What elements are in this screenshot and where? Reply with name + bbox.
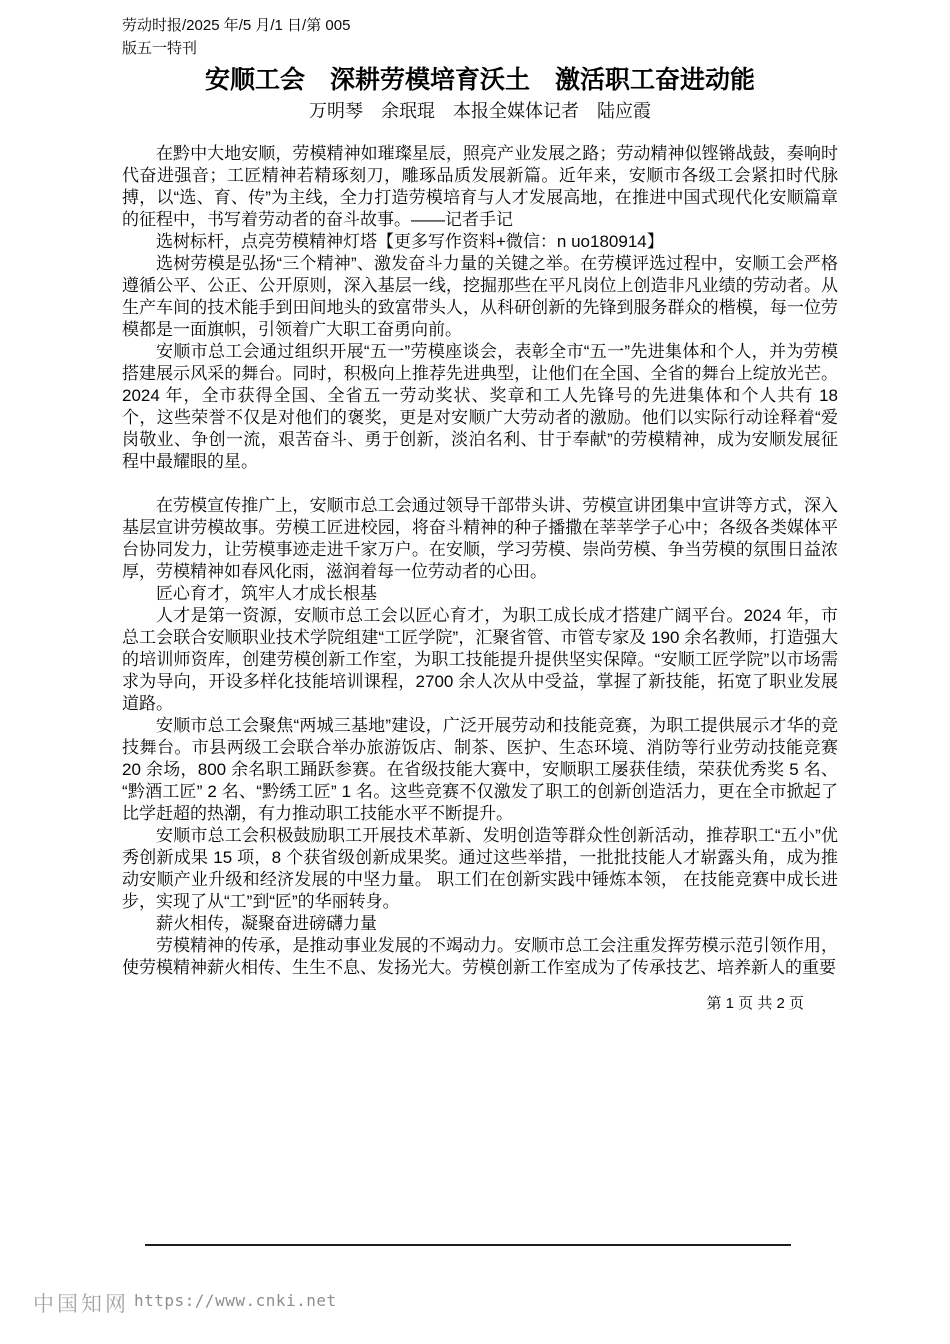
- footer-page-number: 第 1 页 共 2 页: [706, 995, 804, 1012]
- cnki-watermark-url: https://www.cnki.net: [134, 1291, 337, 1310]
- body-paragraph: 安顺市总工会聚焦“两城三基地”建设，广泛开展劳动和技能竞赛，为职工提供展示才华的竞技舞台。市县两级工会联合举办旅游饭店、制茶、医护、生态环境、消防等行业劳动技能竞赛 20 余场，800 余名职工踊跃参赛。在省级技能大赛中，安顺职工屡获佳绩，荣获优秀奖 5 名、“黔酒工匠” 2 名、“黔绣工匠” 1 名。这些竞赛不仅激发了职工的创新创造活力，更在全市掀起了比学赶超的热潮，有力推动职工技能水平不断提升。: [122, 716, 838, 823]
- page-content: [122, 14, 838, 979]
- section-heading: 薪火相传，凝聚奋进磅礴力量: [156, 914, 377, 933]
- footer-divider-line: [145, 1244, 791, 1246]
- source-citation-line2: 版五一特刊: [122, 40, 198, 57]
- body-paragraph: 安顺市总工会通过组织开展“五一”劳模座谈会，表彰全市“五一”先进集体和个人，并为劳模搭建展示风采的舞台。同时，积极向上推荐先进典型，让他们在全国、全省的舞台上绽放光芒。2024 年，全市获得全国、全省五一劳动奖状、奖章和工人先锋号的先进集体和个人共有 18 个，这些荣誉不仅是对他们的褒奖，更是对安顺广大劳动者的激励。他们以实际行动诠释着“爱岗敬业、争创一流，艰苦奋斗、勇于创新，淡泊名利、甘于奉献”的劳模精神，成为安顺发展征程中最耀眼的星。: [122, 342, 838, 471]
- body-paragraph: 在劳模宣传推广上，安顺市总工会通过领导干部带头讲、劳模宣讲团集中宣讲等方式，深入基层宣讲劳模故事。劳模工匠进校园，将奋斗精神的种子播撒在莘莘学子心中；各级各类媒体平台协同发力，让劳模事迹走进千家万户。在安顺，学习劳模、崇尚劳模、争当劳模的氛围日益浓厚，劳模精神如春风化雨，滋润着每一位劳动者的心田。: [122, 496, 838, 581]
- article-title: 安顺工会 深耕劳模培育沃土 激活职工奋进动能: [204, 66, 755, 94]
- body-paragraph: 在黔中大地安顺，劳模精神如璀璨星辰，照亮产业发展之路；劳动精神似铿锵战鼓，奏响时代奋进强音；工匠精神若精琢刻刀，雕琢品质发展新篇。近年来，安顺市各级工会紧扣时代脉搏，以“选、育、传”为主线，全力打造劳模培育与人才发展高地，在推进中国式现代化安顺篇章的征程中，书写着劳动者的奋斗故事。——记者手记: [122, 144, 838, 229]
- body-paragraph: 安顺市总工会积极鼓励职工开展技术革新、发明创造等群众性创新活动，推荐职工“五小”优秀创新成果 15 项，8 个获省级创新成果奖。通过这些举措，一批批技能人才崭露头角，成为推动安顺产业升级和经济发展的中坚力量。 职工们在创新实践中锤炼本领， 在技能竞赛中成长进步，实现了从“工”到“匠”的华丽转身。: [122, 826, 838, 911]
- cnki-watermark-logo: 中国知网: [33, 1292, 129, 1316]
- body-paragraph: 选树劳模是弘扬“三个精神”、激发奋斗力量的关键之举。在劳模评选过程中，安顺工会严格遵循公平、公正、公开原则，深入基层一线，挖掘那些在平凡岗位上创造非凡业绩的劳动者。从生产车间的技术能手到田间地头的致富带头人，从科研创新的先锋到服务群众的楷模，每一位劳模都是一面旗帜，引领着广大职工奋勇向前。: [122, 254, 838, 339]
- source-citation-line1: 劳动时报/2025 年/5 月/1 日/第 005: [122, 17, 351, 34]
- article-authors: 万明琴 余珉琨 本报全媒体记者 陆应霞: [309, 101, 651, 121]
- paragraph-spacer: [122, 473, 838, 495]
- body-paragraph: 劳模精神的传承，是推动事业发展的不竭动力。安顺市总工会注重发挥劳模示范引领作用，使劳模精神薪火相传、生生不息、发扬光大。劳模创新工作室成为了传承技艺、培养新人的重要: [122, 936, 838, 977]
- body-paragraph: 人才是第一资源，安顺市总工会以匠心育才，为职工成长成才搭建广阔平台。2024 年，市总工会联合安顺职业技术学院组建“工匠学院”，汇聚省管、市管专家及 190 余名教师，打造强大的培训师资库，创建劳模创新工作室，为职工技能提升提供坚实保障。“安顺工匠学院”以市场需求为导向，开设多样化技能培训课程，2700 余人次从中受益，掌握了新技能，拓宽了职业发展道路。: [122, 606, 838, 713]
- article-body: [122, 143, 838, 979]
- section-heading: 匠心育才，筑牢人才成长根基: [156, 584, 377, 603]
- body-paragraph: 选树标杆，点亮劳模精神灯塔【更多写作资料+微信：n uo180914】: [156, 232, 664, 251]
